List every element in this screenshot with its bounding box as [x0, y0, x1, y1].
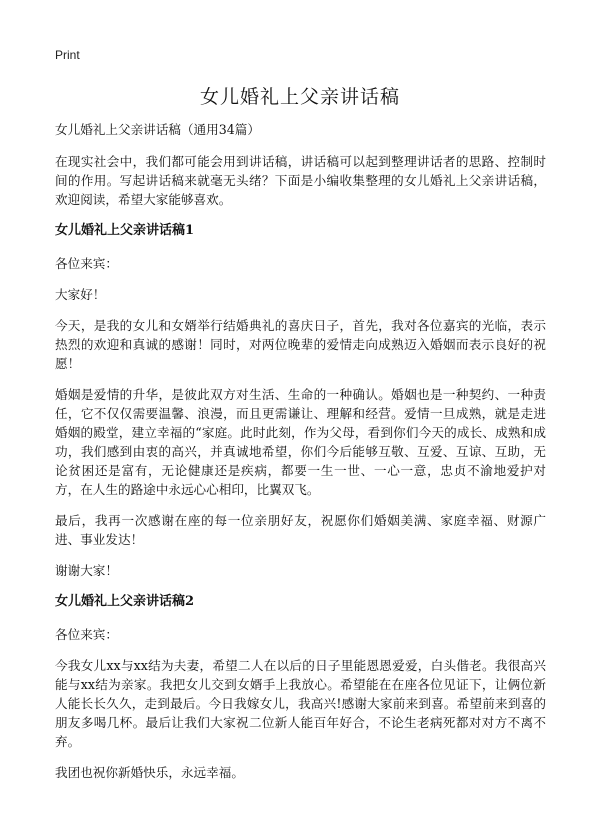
document-body: [55, 120, 546, 794]
body-paragraph: 今我女儿xx与xx结为夫妻，希望二人在以后的日子里能恩恩爱爱，白头偕老。我很高兴能与xx结为亲家。我把女儿交到女婿手上我放心。希望能在在座各位见证下，让俩位新人能长长久久，走到最后。今日我嫁女儿，我高兴!感谢大家前来到喜。希望前来到喜的朋友多喝几杯。最后让我们大家祝二位新人能百年好合，不论生老病死都对对方不离不弃。: [55, 658, 546, 749]
closing-line: 谢谢大家！: [55, 563, 118, 578]
greeting: 大家好！: [55, 287, 106, 302]
intro-paragraph: 在现实社会中，我们都可能会用到讲话稿，讲话稿可以起到整理讲话者的思路、控制时间的作用。写起讲话稿来就毫无头绪？下面是小编收集整理的女儿婚礼上父亲讲话稿，欢迎阅读，希望大家能够喜欢。: [55, 154, 546, 207]
body-paragraph: 今天，是我的女儿和女婿举行结婚典礼的喜庆日子，首先，我对各位嘉宾的光临，表示热烈的欢迎和真诚的感谢！同时，对两位晚辈的爱情走向成熟迈入婚姻而表示良好的祝愿！: [55, 318, 546, 371]
section-heading: 女儿婚礼上父亲讲话稿2: [55, 594, 195, 609]
salutation: 各位来宾：: [55, 627, 118, 642]
document-title: 女儿婚礼上父亲讲话稿: [199, 86, 400, 108]
print-link[interactable]: Print: [55, 48, 80, 62]
section-heading: 女儿婚礼上父亲讲话稿1: [55, 223, 195, 238]
body-paragraph: 婚姻是爱情的升华，是彼此双方对生活、生命的一种确认。婚姻也是一种契约、一种责任，它不仅仅需要温馨、浪漫，而且更需谦让、理解和经营。爱情一旦成熟，就是走进婚姻的殿堂，建立幸福的“家庭。此时此刻，作为父母，看到你们今天的成长、成熟和成功，我们感到由衷的高兴，并真诚地希望，你们今后能够互敬、互爱、互谅、互助，无论贫困还是富有，无论健康还是疾病，都要一生一世、一心一意，忠贞不渝地爱护对方，在人生的路途中永远心心相印，比翼双飞。: [55, 387, 546, 497]
body-paragraph: 最后，我再一次感谢在座的每一位亲朋好友，祝愿你们婚姻美满、家庭幸福、财源广进、事业发达！: [55, 513, 546, 547]
salutation: 各位来宾：: [55, 256, 118, 271]
closing-line: 我团也祝你新婚快乐，永远幸福。: [55, 765, 244, 780]
document-subtitle: 女儿婚礼上父亲讲话稿（通用34篇）: [55, 122, 260, 137]
